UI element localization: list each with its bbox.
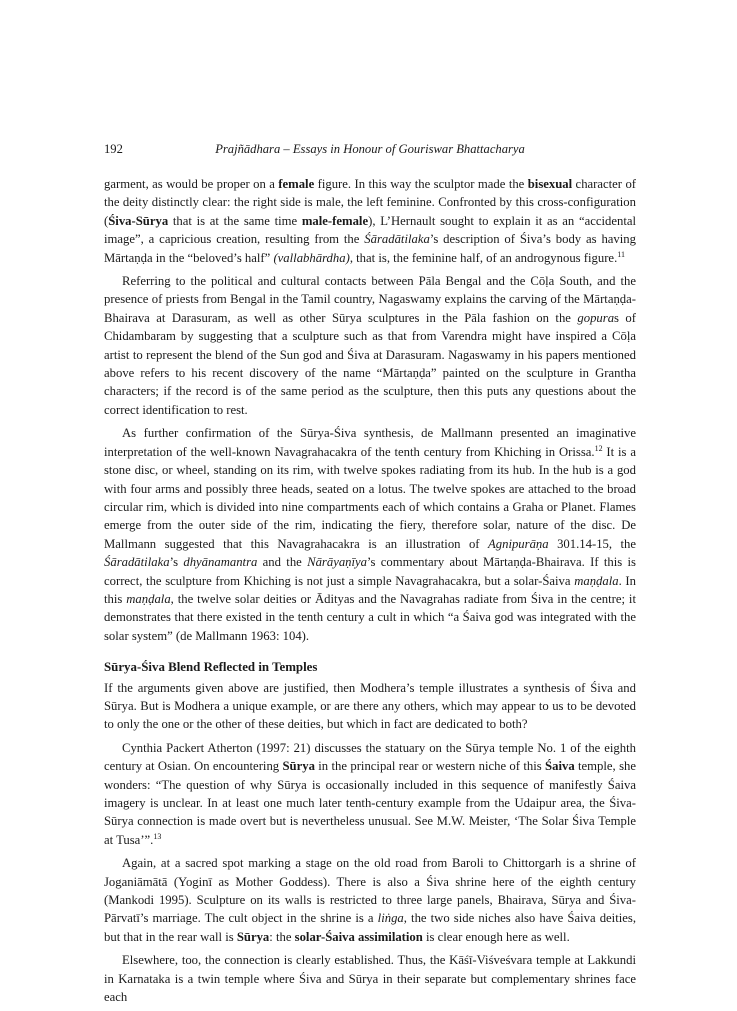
paragraph-1: garment, as would be proper on a female figure. In this way the sculptor made the bisexual character of the deity distinctly clear: the right side is male, the left feminine. Confronted by this cross-configuration (Śiva-Sūrya that is at the same time male-female), L’Hernault sought to explain it as an “accidental image”, a capricious creation, resulting from the Śāradātilaka’s description of Śiva’s body as having Mārtaṇḍa in the “beloved’s half” (vallabhārdha), that is, the feminine half, of an androgynous figure.$^{11}$ bbox=[104, 177, 637, 265]
paragraph-6: Again, at a sacred spot marking a stage on the old road from Baroli to Chittorgarh is a shrine of Joganiāmātā (Yoginī as Mother Goddess). There is also a Śiva shrine here of the eighth century (Mankodi 1995). Sculpture on its walls is restricted to three large panels, Bhairava, Sūrya and Śiva-Pārvatī’s marriage. The cult object in the shrine is a liṅga, the two side niches also have Śaiva deities, but that in the rear wall is Sūrya: the solar-Śaiva assimilation is clear enough here as well. bbox=[104, 856, 636, 944]
paragraph-4: If the arguments given above are justified, then Modhera’s temple illustrates a synthesis of Śiva and Sūrya. But is Modhera a unique example, or are there any others, which may appear to us to be devoted to only the one or the other of these deities, but which in fact are dedicated to both? bbox=[104, 680, 636, 732]
running-header bbox=[104, 140, 636, 158]
paragraph-7: Elsewhere, too, the connection is clearly established. Thus, the Kāśī-Viśveśvara temple at Lakkundi in Karnataka is a twin temple where Śiva and Sūrya in their separate but complementary shrines face each bbox=[104, 953, 636, 1005]
book-page bbox=[104, 140, 636, 1011]
footnote-ref-13[interactable]: 13 bbox=[153, 831, 162, 841]
running-title: Prajñādhara – Essays in Honour of Gouriswar Bhattacharya bbox=[215, 142, 525, 156]
footnote-ref-11[interactable]: 11 bbox=[617, 249, 625, 259]
paragraph-2: Referring to the political and cultural contacts between Pāla Bengal and the Cōḷa South, and the presence of priests from Bengal in the Tamil country, Nagaswamy explains the carving of the Mārtaṇḍa-Bhairava at Darasuram, as well as other Sūrya sculptures in the Pāla fashion on the gopuras of Chidambaram by suggesting that a sculpture such as that from Varendra might have inspired a Cōḷa artist to represent the blend of the Sun god and Śiva at Darasuram. Nagaswamy in his papers mentioned above refers to his recent discovery of the name “Mārtaṇḍa” painted on the sculpture in Grantha characters; if the record is of the same period as the sculpture, then this puts any questions about the correct identification to rest. bbox=[104, 274, 637, 417]
paragraph-5: Cynthia Packert Atherton (1997: 21) discusses the statuary on the Sūrya temple No. 1 of the eighth century at Osian. On encountering Sūrya in the principal rear or western niche of this Śaiva temple, she wonders: “The question of why Sūrya is occasionally included in this sequence of manifestly Śaiva imagery is unclear. In at least one much later tenth-century example from the Udaipur area, the Śiva-Sūrya connection is made overt but is nevertheless unusual. See M.W. Meister, ‘The Solar Śiva Temple at Tusa’”.$^{13}$ bbox=[104, 740, 636, 847]
footnote-ref-12[interactable]: 12 bbox=[594, 443, 603, 453]
section-heading: Sūrya-Śiva Blend Reflected in Temples bbox=[104, 660, 318, 675]
paragraph-3: As further confirmation of the Sūrya-Śiva synthesis, de Mallmann presented an imaginative interpretation of the well-known Navagrahacakra of the tenth century from Khiching in Orissa.$^{12}$ It is a stone disc, or wheel, standing on its rim, with twelve spokes radiating from its hub. In the hub is a god with four arms and possibly three heads, seated on a lotus. The twelve spokes are attached to the broad circular rim, which is divided into nine compartments each of which contains a Graha or Planet. Flames emerge from the outer side of the rim, indicating the fiery, therefore solar, nature of the disc. De Mallmann suggested that this Navagrahacakra is an illustration of Agnipurāṇa 301.14-15, the Śāradātilaka’s dhyānamantra and the Nārāyaṇīya’s commentary about Mārtaṇḍa-Bhairava. If this is correct, the sculpture from Khiching is not just a simple Navagrahacakra, but a solar-Śaiva maṇḍala. In this maṇḍala, the twelve solar deities or Ādityas and the Navagrahas radiate from Śiva in the centre; it demonstrates that there existed in the tenth century a cult in which “a Śaiva god was integrated with the solar system” (de Mallmann 1963: 104). bbox=[104, 426, 637, 643]
text-body bbox=[104, 175, 636, 1006]
page-number: 192 bbox=[104, 142, 123, 156]
